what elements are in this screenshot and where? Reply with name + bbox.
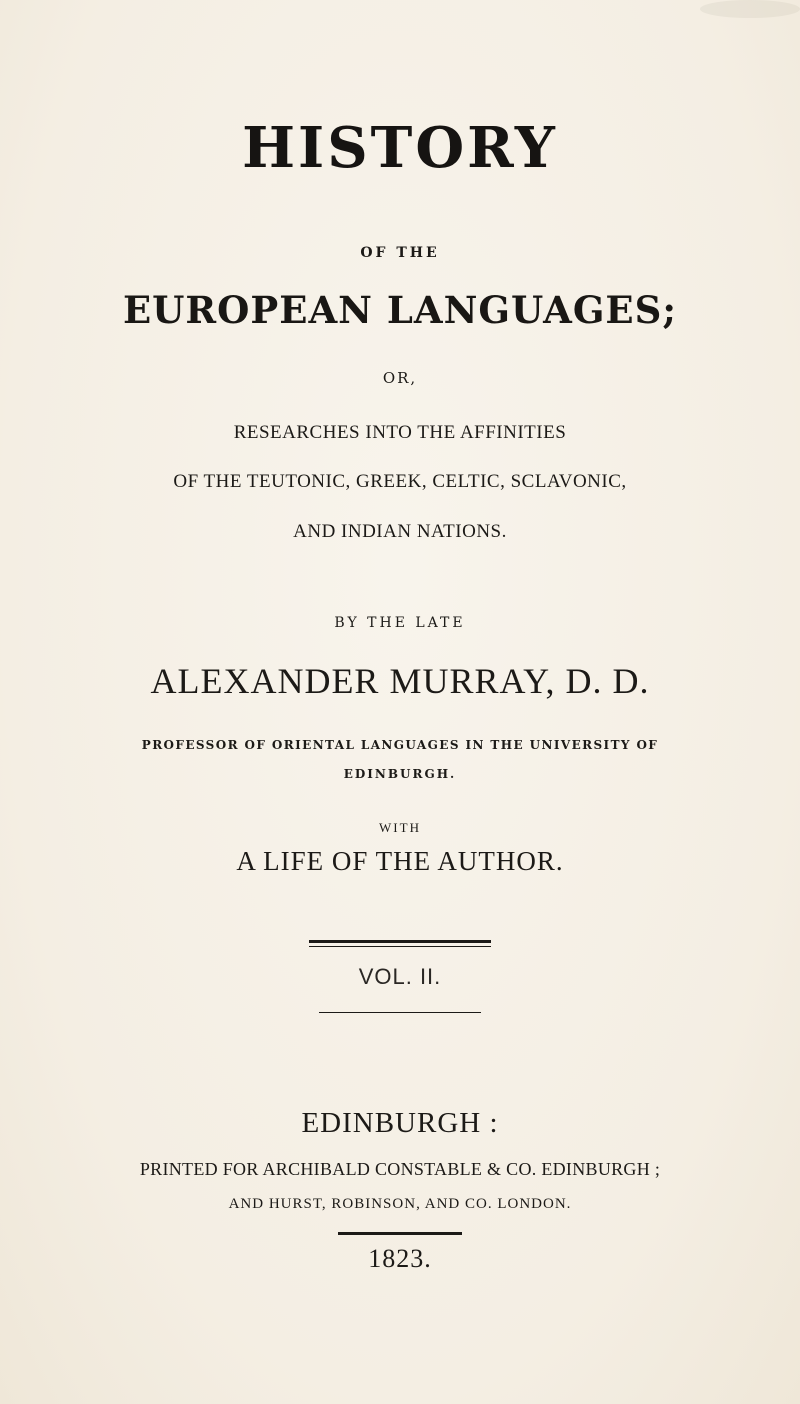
subtitle-line-2: OF THE TEUTONIC, GREEK, CELTIC, SCLAVONIC,: [173, 471, 627, 492]
imprint-line-1: PRINTED FOR ARCHIBALD CONSTABLE & CO. EDINBURGH ;: [139, 1159, 661, 1179]
supplement-intro: WITH: [379, 820, 421, 835]
imprint-line-2: AND HURST, ROBINSON, AND CO. LONDON.: [228, 1196, 572, 1212]
volume-rule-bottom: [319, 1012, 481, 1013]
author-name: ALEXANDER MURRAY, D. D.: [150, 661, 650, 701]
supplement-title: A LIFE OF THE AUTHOR.: [236, 846, 564, 876]
author-credential-line-1: PROFESSOR OF ORIENTAL LANGUAGES IN THE UNIVERSITY OF: [141, 738, 659, 752]
book-title: HISTORY: [242, 115, 558, 181]
title-connector: OF THE: [360, 245, 440, 261]
title-alternative-connector: OR,: [382, 369, 418, 387]
author-intro: BY THE LATE: [334, 615, 466, 631]
author-credential-line-2: EDINBURGH.: [343, 767, 457, 781]
year-rule: [338, 1232, 462, 1235]
volume-rule-top-thick: [309, 940, 491, 943]
subtitle-line-3: AND INDIAN NATIONS.: [293, 521, 507, 542]
paper-stain: [700, 0, 800, 18]
volume-rule-top-thin: [309, 946, 491, 947]
volume-number: VOL. II.: [358, 964, 442, 989]
publication-year: 1823.: [368, 1244, 432, 1273]
book-subject: EUROPEAN LANGUAGES;: [122, 288, 678, 332]
imprint-city: EDINBURGH :: [301, 1107, 499, 1139]
subtitle-line-1: RESEARCHES INTO THE AFFINITIES: [233, 422, 567, 443]
